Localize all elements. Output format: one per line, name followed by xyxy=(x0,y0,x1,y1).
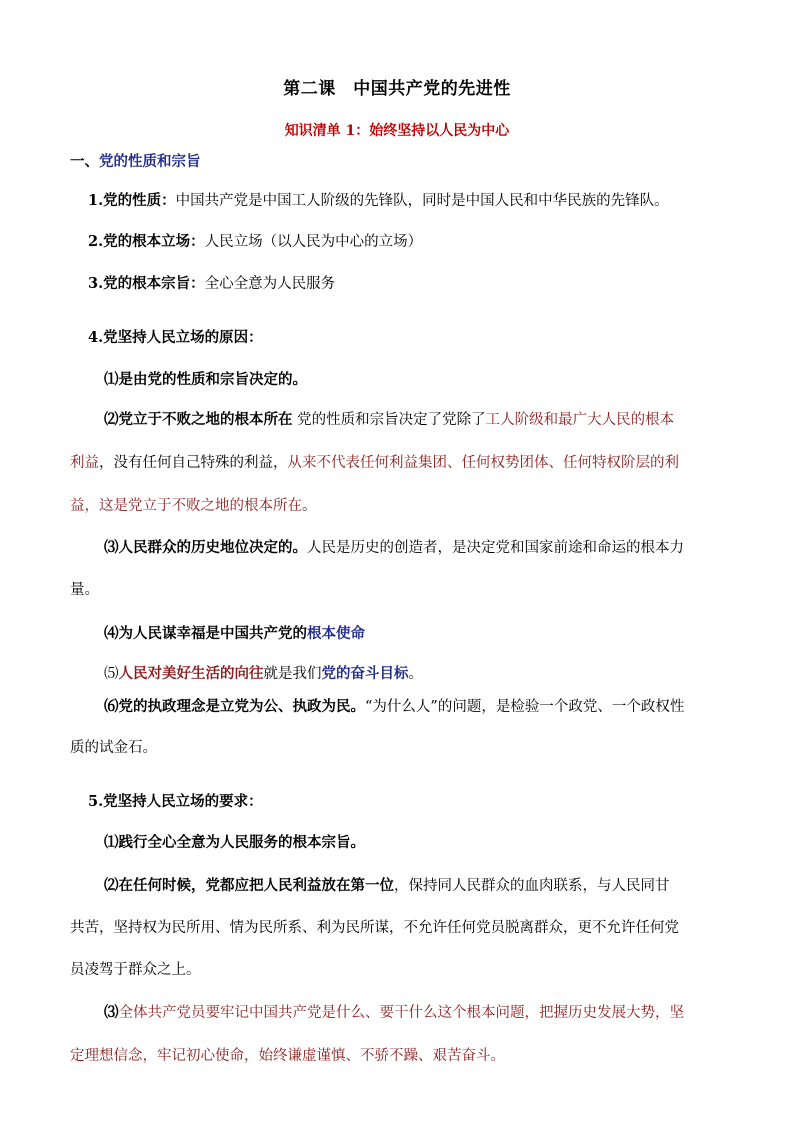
page-title: 第二课 中国共产党的先进性 xyxy=(283,79,511,99)
requirement-2-line3: 员凌驾于群众之上。 xyxy=(70,962,201,978)
section-heading xyxy=(70,150,201,171)
item-2 xyxy=(88,232,422,252)
requirement-2-text-a: ，保持同人民群众的血肉联系，与人民同甘 xyxy=(394,878,670,894)
reason-5-end: 。 xyxy=(408,666,423,682)
reason-4-label: ⑷为人民谋幸福是中国共产党的 xyxy=(104,625,307,642)
reason-2-text-c: 利益 xyxy=(70,455,99,471)
requirement-3-line2: 定理想信念，牢记初心使命，始终谦虚谨慎、不骄不躁、艰苦奋斗。 xyxy=(70,1048,505,1064)
reason-3-label: ⑶人民群众的历史地位决定的。 xyxy=(104,539,307,556)
reason-6-line2: 质的试金石。 xyxy=(70,740,157,756)
reason-6-line1 xyxy=(104,697,684,717)
reason-4 xyxy=(104,624,365,644)
reason-4-highlight: 根本使命 xyxy=(307,625,365,642)
item-3-text: 全心全意为人民服务 xyxy=(204,276,336,292)
reason-5-number: ⑸ xyxy=(104,666,119,682)
item-3-label: 3.党的根本宗旨： xyxy=(88,275,205,292)
item-1 xyxy=(88,191,669,211)
item-2-text: 人民立场（以人民为中心的立场） xyxy=(204,234,423,250)
reason-2-label: ⑵党立于不败之地的根本所在 xyxy=(104,411,293,428)
reason-3-line2: 量。 xyxy=(70,582,99,598)
reason-2-text-g: 。 xyxy=(302,498,317,514)
reason-6-text-a: “为什么人”的问题，是检验一个政党、一个政权性 xyxy=(365,699,685,715)
reason-5-red: 人民对美好生活的向往 xyxy=(118,665,264,682)
requirement-3-line1 xyxy=(104,1003,684,1023)
reason-2-line1 xyxy=(104,410,674,430)
reason-2-text-e: 从来不代表任何利益集团、任何权势团体、任何特权阶层的利 xyxy=(287,455,679,471)
reason-5-mid: 就是我们 xyxy=(263,666,322,682)
section-number: 一、 xyxy=(70,153,99,170)
reason-2-text-d: ，没有任何自己特殊的利益， xyxy=(99,455,288,471)
item-4-heading: 4.党坚持人民立场的原因： xyxy=(88,329,263,346)
requirement-2-line1 xyxy=(104,876,670,896)
page-subtitle: 知识清单 1：始终坚持以人民为中心 xyxy=(284,123,510,139)
item-5-heading: 5.党坚持人民立场的要求： xyxy=(88,793,263,810)
requirement-2-line2: 共苦，坚持权为民所用、情为民所系、利为民所谋，不允许任何党员脱离群众，更不允许任何党 xyxy=(70,920,679,936)
reason-3-text-a: 人民是历史的创造者，是决定党和国家前途和命运的根本力 xyxy=(307,540,684,556)
reason-2-text-f: 益，这是党立于不败之地的根本所在 xyxy=(70,498,302,514)
reason-5-blue: 党的奋斗目标 xyxy=(321,665,409,682)
reason-2-text-b: 工人阶级和最广大人民的根本 xyxy=(485,412,675,428)
requirement-2-label: ⑵在任何时候，党都应把人民利益放在第一位 xyxy=(104,877,394,894)
requirement-3-number: ⑶ xyxy=(104,1004,119,1021)
reason-1: ⑴是由党的性质和宗旨决定的。 xyxy=(104,371,307,388)
item-1-text: 中国共产党是中国工人阶级的先锋队，同时是中国人民和中华民族的先锋队。 xyxy=(175,193,669,209)
reason-6-label: ⑹党的执政理念是立党为公、执政为民。 xyxy=(104,698,365,715)
requirement-1: ⑴践行全心全意为人民服务的根本宗旨。 xyxy=(104,834,365,851)
reason-5 xyxy=(104,664,423,684)
section-label: 党的性质和宗旨 xyxy=(99,153,201,170)
item-2-label: 2.党的根本立场： xyxy=(88,233,205,250)
reason-3-line1 xyxy=(104,538,684,558)
reason-2-line3 xyxy=(70,496,317,516)
item-3 xyxy=(88,274,335,294)
requirement-3-text-a: 全体共产党员要牢记中国共产党是什么、要干什么这个根本问题，把握历史发展大势，坚 xyxy=(118,1005,684,1021)
reason-2-line2 xyxy=(70,453,679,473)
item-1-label: 1.党的性质： xyxy=(88,192,176,209)
reason-2-text-a: 党的性质和宗旨决定了党除了 xyxy=(292,412,486,428)
